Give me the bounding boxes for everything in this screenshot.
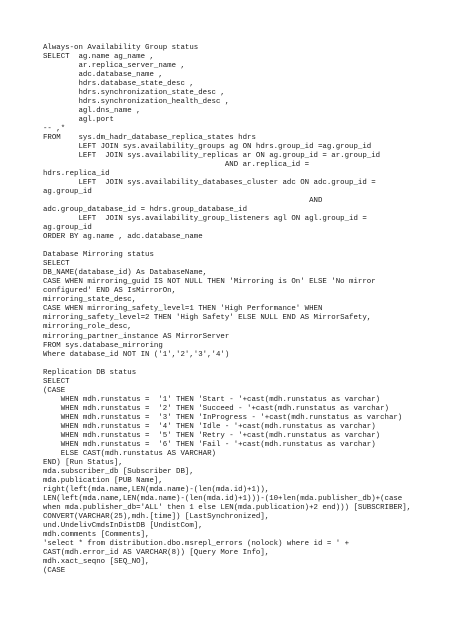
- code-line: adc.database_name ,: [43, 71, 163, 80]
- code-line: hdrs.synchronization_state_desc ,: [43, 89, 225, 98]
- code-line: und.UndelivCmdsInDistDB [UndistCom],: [43, 521, 203, 530]
- code-line: mdh.comments [Comments],: [43, 530, 150, 539]
- code-line: ELSE CAST(mdh.runstatus AS VARCHAR): [43, 449, 216, 458]
- blank-line: [43, 242, 463, 251]
- code-line: SELECT ag.name ag_name ,: [43, 53, 154, 62]
- code-line: ORDER BY ag.name , adc.database_name: [43, 233, 203, 242]
- blank-line: [43, 360, 463, 369]
- code-line: WHEN mdh.runstatus = '3' THEN 'InProgress - '+cast(mdh.runstatus as varchar): [43, 413, 403, 422]
- code-line: mirroring_role_desc,: [43, 323, 132, 332]
- code-line: mirroring_state_desc,: [43, 296, 137, 305]
- code-line: WHEN mdh.runstatus = '1' THEN 'Start - '+cast(mdh.runstatus as varchar): [43, 395, 381, 404]
- code-line: AND: [43, 197, 323, 206]
- code-line: (CASE: [43, 386, 66, 395]
- code-line: LEN(left(mda.name,LEN(mda.name)-(len(mda.id)+1)))-(10+len(mda.publisher_db)+(case: [43, 494, 403, 503]
- code-line: LEFT JOIN sys.availability_databases_cluster adc ON adc.group_id =: [43, 179, 376, 188]
- code-line: agl.dns_name ,: [43, 107, 141, 116]
- code-line: SELECT: [43, 377, 70, 386]
- code-line: mdh.xact_seqno [SEQ_NO],: [43, 557, 150, 566]
- code-line: ar.replica_server_name ,: [43, 62, 185, 71]
- code-line: LEFT JOIN sys.availability_group_listeners agl ON agl.group_id =: [43, 215, 367, 224]
- code-line: Replication DB status: [43, 368, 137, 377]
- code-line: LEFT JOIN sys.availability_replicas ar ON ag.group_id = ar.group_id: [43, 152, 381, 161]
- code-line: Always-on Availability Group status: [43, 44, 199, 52]
- code-line: mirroring_safety_level=2 THEN 'High Safety' ELSE NULL END AS MirrorSafety,: [43, 314, 372, 323]
- code-line: agl.port: [43, 116, 114, 125]
- code-line: END) [Run Status],: [43, 458, 123, 467]
- code-line: hdrs.synchronization_health_desc ,: [43, 98, 230, 107]
- code-line: hdrs.database_state_desc ,: [43, 80, 194, 89]
- code-line: CASE WHEN mirroring_guid IS NOT NULL THEN 'Mirroring is On' ELSE 'No mirror: [43, 278, 376, 287]
- code-line: WHEN mdh.runstatus = '6' THEN 'Fail - '+cast(mdh.runstatus as varchar): [43, 440, 376, 449]
- code-line: FROM sys.dm_hadr_database_replica_states hdrs: [43, 134, 256, 143]
- code-line: AND ar.replica_id =: [43, 161, 310, 170]
- code-line: adc.group_database_id = hdrs.group_database_id: [43, 206, 248, 215]
- code-line: WHEN mdh.runstatus = '5' THEN 'Retry - '+cast(mdh.runstatus as varchar): [43, 431, 381, 440]
- code-line: CAST(mdh.error_id AS VARCHAR(8)) [Query More Info],: [43, 548, 270, 557]
- code-line: SELECT: [43, 260, 70, 269]
- code-line: CASE WHEN mirroring_safety_level=1 THEN 'High Performance' WHEN: [43, 305, 323, 314]
- code-line: right(left(mda.name,LEN(mda.name)-(len(mda.id)+1)),: [43, 485, 270, 494]
- code-line: mda.publication [PUB Name],: [43, 476, 163, 485]
- code-line: -- ,*: [43, 125, 66, 134]
- code-line: 'select * from distribution.dbo.msrepl_errors (nolock) where id = ' +: [43, 539, 350, 548]
- code-line: mirroring_partner_instance AS MirrorServer: [43, 332, 230, 341]
- code-line: CONVERT(VARCHAR(25),mdh.[time]) [LastSynchronized],: [43, 512, 270, 521]
- code-line: LEFT JOIN sys.availability_groups ag ON hdrs.group_id =ag.group_id: [43, 143, 372, 152]
- code-line: when mda.publisher_db='ALL' then 1 else LEN(mda.publication)+2 end))) [SUBSCRIBER],: [43, 503, 412, 512]
- code-line: ag.group_id: [43, 224, 92, 233]
- code-line: Where database_id NOT IN ('1','2','3','4'): [43, 350, 230, 359]
- code-line: mda.subscriber_db [Subscriber DB],: [43, 467, 194, 476]
- code-line: hdrs.replica_id: [43, 170, 110, 179]
- sql-document: [43, 44, 463, 576]
- code-line: DB_NAME(database_id) As DatabaseName,: [43, 269, 208, 278]
- code-line: Database Mirroring status: [43, 251, 154, 260]
- code-line: configured' END AS IsMirrorOn,: [43, 287, 177, 296]
- code-line: FROM sys.database_mirroring: [43, 341, 163, 350]
- code-line: WHEN mdh.runstatus = '2' THEN 'Succeed - '+cast(mdh.runstatus as varchar): [43, 404, 389, 413]
- code-line: WHEN mdh.runstatus = '4' THEN 'Idle - '+cast(mdh.runstatus as varchar): [43, 422, 376, 431]
- code-line: ag.group_id: [43, 188, 92, 197]
- code-line: (CASE: [43, 566, 66, 575]
